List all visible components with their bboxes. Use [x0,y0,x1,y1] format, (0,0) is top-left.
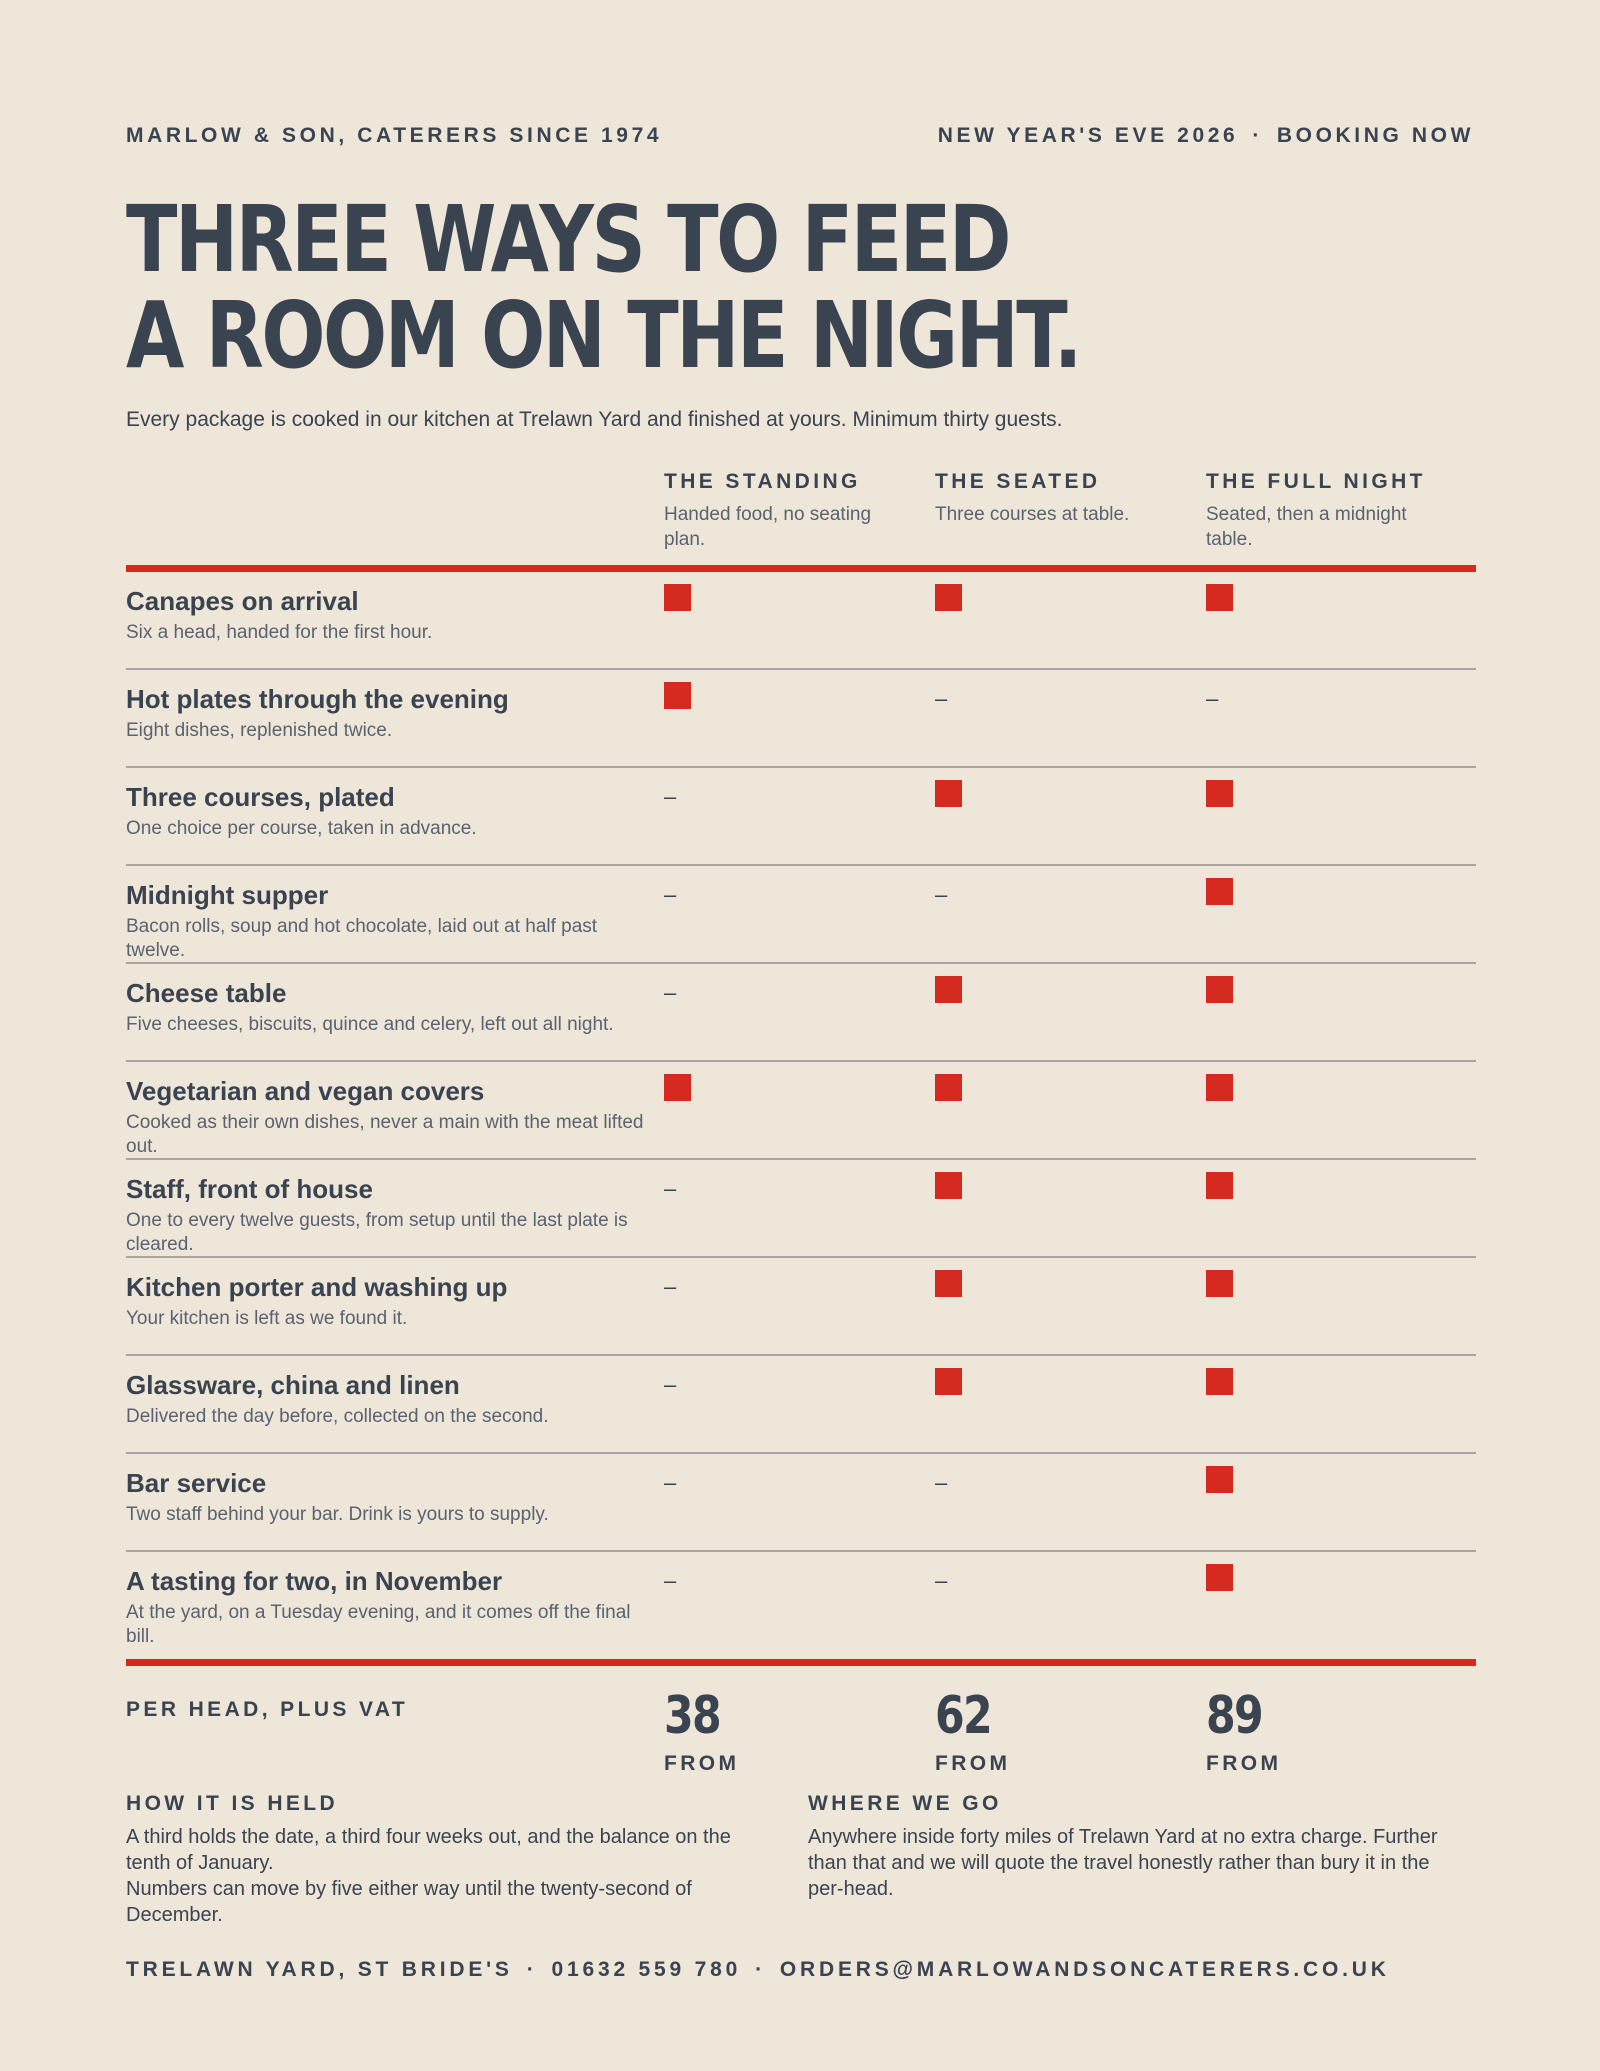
included-square-icon [935,976,962,1003]
feature-title: Hot plates through the evening [126,684,509,714]
package-description: Three courses at table. [935,504,1130,525]
column-header-standing [664,470,914,552]
included-square-icon [935,780,962,807]
included-square-icon [1206,780,1233,807]
separator: · [755,1958,766,1981]
footer-address: TRELAWN YARD, ST BRIDE'S [126,1958,513,1981]
feature-description: Delivered the day before, collected on the second. [126,1406,549,1427]
feature-label [126,684,646,743]
feature-description: Five cheeses, biscuits, quince and celery, left out all night. [126,1014,614,1035]
table-row [126,1356,1474,1452]
feature-label [126,1272,646,1331]
included-square-icon [935,584,962,611]
page-title [126,186,1192,389]
feature-label [126,880,646,963]
not-included-dash: – [935,882,948,907]
title-line-1: THREE WAYS TO FEED [126,186,1010,293]
not-included-dash: – [935,1470,948,1495]
included-square-icon [1206,1466,1233,1493]
feature-label [126,1174,646,1257]
not-included-dash: – [664,1274,677,1299]
included-square-icon [1206,1172,1233,1199]
section-text: A third holds the date, a third four weeks out, and the balance on the tenth of January. [126,1826,731,1874]
feature-label [126,586,646,645]
feature-description: At the yard, on a Tuesday evening, and it comes off the final bill. [126,1602,631,1647]
not-included-dash: – [664,784,677,809]
price-value: 38 [664,1686,721,1746]
package-description: Handed food, no seating plan. [664,504,872,550]
included-square-icon [1206,1074,1233,1101]
section-heading: HOW IT IS HELD [126,1792,339,1815]
not-included-dash: – [664,980,677,1005]
table-row [126,572,1474,668]
booking-status: BOOKING NOW [1276,124,1474,147]
feature-title: Midnight supper [126,880,329,910]
feature-description: Your kitchen is left as we found it. [126,1308,408,1329]
section-heading: WHERE WE GO [808,1792,1002,1815]
feature-description: One choice per course, taken in advance. [126,818,477,839]
feature-description: One to every twelve guests, from setup until the last plate is cleared. [126,1210,628,1255]
table-row [126,768,1474,864]
feature-label [126,1566,646,1649]
included-square-icon [1206,1270,1233,1297]
included-square-icon [1206,976,1233,1003]
feature-description: Bacon rolls, soup and hot chocolate, laid out at half past twelve. [126,916,598,961]
feature-description: Six a head, handed for the first hour. [126,622,433,643]
package-name: THE STANDING [664,470,861,493]
table-row [126,670,1474,766]
price-note: FROM [935,1752,1011,1775]
included-square-icon [935,1368,962,1395]
table-row [126,1062,1474,1158]
feature-title: Vegetarian and vegan covers [126,1076,485,1106]
footer-email[interactable]: ORDERS@MARLOWANDSONCATERERS.CO.UK [779,1958,1390,1981]
footer-phone[interactable]: 01632 559 780 [551,1958,742,1981]
price-note: FROM [1206,1752,1282,1775]
package-name: THE FULL NIGHT [1206,470,1426,493]
table-row [126,866,1474,962]
price-value: 62 [935,1686,992,1746]
how-it-is-held-section [126,1792,776,1928]
feature-label [126,782,646,841]
table-row [126,964,1474,1060]
included-square-icon [1206,584,1233,611]
feature-title: Cheese table [126,978,287,1008]
not-included-dash: – [664,1372,677,1397]
price-seated [935,1688,1010,1776]
included-square-icon [1206,1368,1233,1395]
feature-title: Glassware, china and linen [126,1370,460,1400]
included-square-icon [664,584,691,611]
column-header-seated [935,470,1185,527]
intro-text: Every package is cooked in our kitchen at Trelawn Yard and finished at yours. Minimum thirty guests. [126,408,1063,431]
company-name: MARLOW & SON, CATERERS SINCE 1974 [126,124,663,147]
table-top-rule [126,565,1476,572]
where-we-go-section [808,1792,1458,1902]
table-row [126,1552,1474,1648]
feature-label [126,1468,646,1527]
price-standing [664,1688,739,1776]
table-row [126,1454,1474,1550]
price-full-night [1206,1688,1281,1776]
price-note: FROM [664,1752,740,1775]
package-description: Seated, then a midnight table. [1206,504,1407,550]
feature-title: A tasting for two, in November [126,1566,503,1596]
event-name: NEW YEAR'S EVE 2026 [937,124,1239,147]
section-text: Anywhere inside forty miles of Trelawn Yard at no extra charge. Further than that and we will quote the travel honestly rather than bury it in the per-head. [808,1826,1438,1900]
column-header-full-night [1206,470,1456,552]
included-square-icon [1206,878,1233,905]
feature-label [126,1370,646,1429]
included-square-icon [664,1074,691,1101]
not-included-dash: – [935,1568,948,1593]
included-square-icon [1206,1564,1233,1591]
not-included-dash: – [664,882,677,907]
included-square-icon [935,1074,962,1101]
event-banner [938,124,1474,148]
not-included-dash: – [664,1470,677,1495]
feature-description: Two staff behind your bar. Drink is yours to supply. [126,1504,549,1525]
section-text: Numbers can move by five either way until the twenty-second of December. [126,1878,692,1926]
feature-title: Bar service [126,1468,267,1498]
not-included-dash: – [1206,686,1219,711]
top-bar [126,124,1474,154]
feature-title: Kitchen porter and washing up [126,1272,508,1302]
feature-title: Staff, front of house [126,1174,373,1204]
pricing-label: PER HEAD, PLUS VAT [126,1698,409,1721]
separator: · [1252,124,1263,147]
price-sheet [126,0,1474,2071]
included-square-icon [664,682,691,709]
table-bottom-rule [126,1659,1476,1666]
included-square-icon [935,1270,962,1297]
feature-title: Three courses, plated [126,782,395,812]
not-included-dash: – [664,1568,677,1593]
feature-label [126,978,646,1037]
table-row [126,1258,1474,1354]
feature-label [126,1076,646,1159]
price-value: 89 [1206,1686,1263,1746]
feature-description: Cooked as their own dishes, never a main with the meat lifted out. [126,1112,644,1157]
included-square-icon [935,1172,962,1199]
not-included-dash: – [935,686,948,711]
package-name: THE SEATED [935,470,1101,493]
feature-description: Eight dishes, replenished twice. [126,720,393,741]
not-included-dash: – [664,1176,677,1201]
table-row [126,1160,1474,1256]
title-line-2: A ROOM ON THE NIGHT. [126,282,1080,389]
separator: · [526,1958,538,1981]
feature-title: Canapes on arrival [126,586,359,616]
footer-contact [126,1958,1390,1982]
